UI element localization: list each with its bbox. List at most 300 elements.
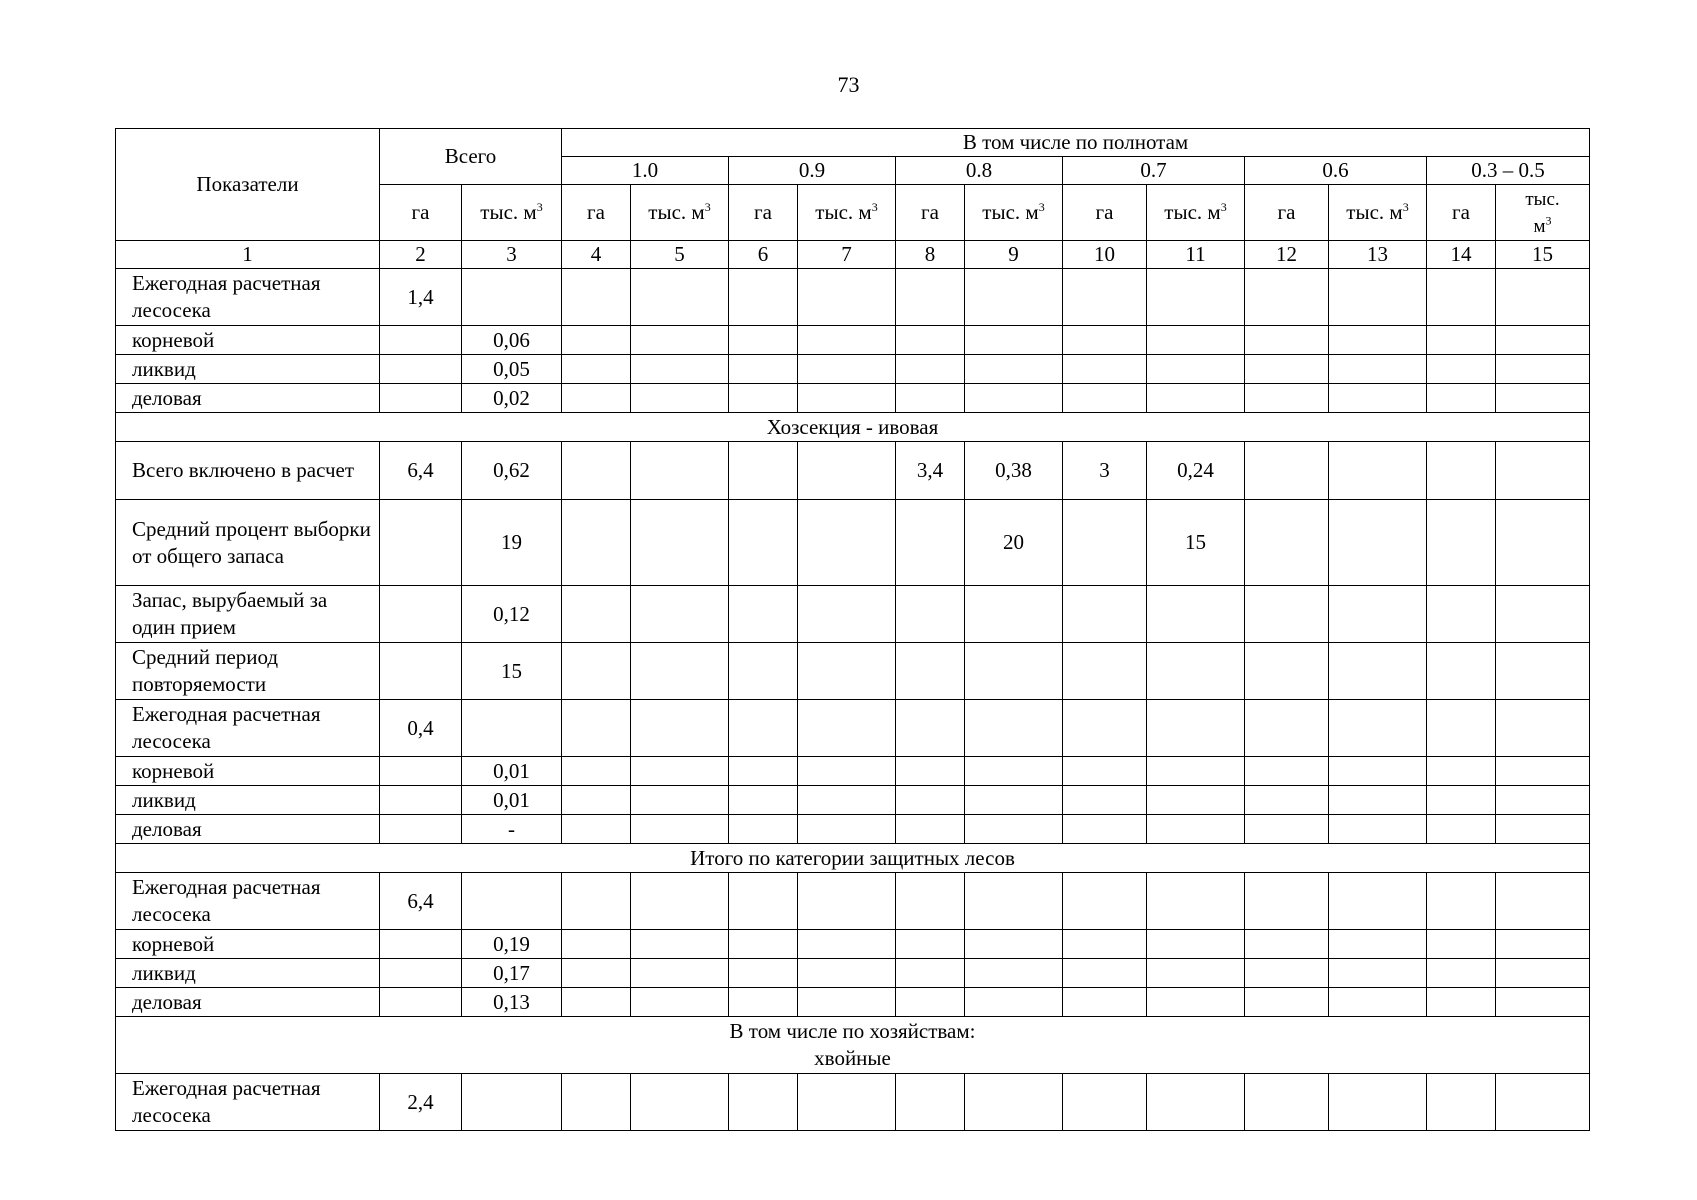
table-cell: [631, 757, 729, 786]
column-number: 9: [965, 241, 1063, 269]
table-cell: [1329, 700, 1427, 757]
table-cell: [1329, 384, 1427, 413]
table-cell: [1496, 930, 1590, 959]
table-cell: [1427, 959, 1496, 988]
table-cell: [631, 500, 729, 586]
table-cell: [1063, 815, 1147, 844]
table-cell: [896, 988, 965, 1017]
header-unit-ha: га: [1245, 185, 1329, 241]
table-cell: [1496, 586, 1590, 643]
table-cell: [1245, 700, 1329, 757]
unit-superscript: 3: [536, 200, 543, 214]
section-line: В том числе по хозяйствам:: [729, 1019, 976, 1043]
column-number: 6: [729, 241, 798, 269]
unit-superscript: 3: [871, 200, 878, 214]
table-cell: [1245, 1074, 1329, 1131]
table-cell: [1147, 384, 1245, 413]
table-cell: [798, 500, 896, 586]
table-cell: [1245, 757, 1329, 786]
table-cell: [729, 815, 798, 844]
table-cell: [798, 815, 896, 844]
table-cell: [729, 326, 798, 355]
table-row: [116, 269, 1590, 326]
header-unit-volume: [1329, 185, 1427, 241]
table-cell: [1147, 643, 1245, 700]
table-cell: [631, 700, 729, 757]
row-label: Ежегодная расчетная лесосека: [116, 269, 380, 326]
table-cell: [1063, 988, 1147, 1017]
table-cell: [1427, 786, 1496, 815]
column-number: 1: [116, 241, 380, 269]
header-unit-volume: [1147, 185, 1245, 241]
table-cell: [1063, 384, 1147, 413]
row-label: корневой: [116, 930, 380, 959]
row-label: ликвид: [116, 355, 380, 384]
section-line: Хозсекция - ивовая: [766, 414, 939, 439]
table-cell: [1496, 815, 1590, 844]
column-number: 11: [1147, 241, 1245, 269]
table-cell: [1147, 815, 1245, 844]
column-number: 8: [896, 241, 965, 269]
table-cell: [1147, 586, 1245, 643]
table-cell: [729, 757, 798, 786]
unit-label: тыс. м: [982, 200, 1039, 224]
table-cell: [1147, 269, 1245, 326]
table-cell: [1329, 586, 1427, 643]
unit-superscript: 3: [1038, 200, 1045, 214]
table-cell: [729, 442, 798, 500]
table-row: [116, 959, 1590, 988]
table-cell: [1245, 586, 1329, 643]
table-row: [116, 757, 1590, 786]
table-cell: [1245, 500, 1329, 586]
table-row: [116, 355, 1590, 384]
table-cell: [631, 873, 729, 930]
table-cell: [631, 643, 729, 700]
table-cell: [1147, 786, 1245, 815]
table-cell: [965, 384, 1063, 413]
table-cell: [1147, 326, 1245, 355]
table-cell: [798, 442, 896, 500]
table-cell: [896, 586, 965, 643]
table-cell: [462, 873, 562, 930]
table-cell: [562, 988, 631, 1017]
table-row: [116, 643, 1590, 700]
table-cell: [1063, 930, 1147, 959]
table-cell: [1427, 384, 1496, 413]
table-cell: [631, 442, 729, 500]
table-cell: [1147, 700, 1245, 757]
table-cell: [798, 384, 896, 413]
row-label: Ежегодная расчетная лесосека: [116, 873, 380, 930]
table-cell: [1147, 757, 1245, 786]
section-row: [116, 413, 1590, 442]
row-label: деловая: [116, 988, 380, 1017]
table-cell: [1245, 873, 1329, 930]
table-cell: 0,13: [462, 988, 562, 1017]
table-cell: [729, 586, 798, 643]
table-cell: [896, 873, 965, 930]
column-number: 13: [1329, 241, 1427, 269]
table-cell: [896, 269, 965, 326]
table-cell: [631, 815, 729, 844]
header-unit-volume: [462, 185, 562, 241]
table-cell: [562, 500, 631, 586]
row-label: ликвид: [116, 959, 380, 988]
table-cell: [1427, 355, 1496, 384]
header-unit-ha: га: [1063, 185, 1147, 241]
table-cell: [1427, 700, 1496, 757]
table-cell: [380, 643, 462, 700]
table-cell: [1245, 355, 1329, 384]
table-cell: [1496, 757, 1590, 786]
header-unit-volume: [1496, 185, 1590, 241]
table-cell: [380, 757, 462, 786]
table-cell: [1427, 442, 1496, 500]
table-cell: [1427, 586, 1496, 643]
table-cell: [1329, 500, 1427, 586]
table-cell: [562, 326, 631, 355]
table-cell: [798, 269, 896, 326]
table-cell: [729, 959, 798, 988]
row-label: ликвид: [116, 786, 380, 815]
table-cell: [729, 1074, 798, 1131]
table-cell: [1496, 786, 1590, 815]
unit-label: тыс. м: [815, 200, 872, 224]
unit-label: тыс. м: [1346, 200, 1403, 224]
table-row: [116, 326, 1590, 355]
table-cell: [1329, 815, 1427, 844]
table-cell: [562, 959, 631, 988]
table-cell: [562, 930, 631, 959]
table-cell: [1063, 643, 1147, 700]
header-unit-ha: га: [896, 185, 965, 241]
table-cell: [965, 643, 1063, 700]
table-cell: [798, 326, 896, 355]
table-cell: [1063, 269, 1147, 326]
header-density: 0.6: [1245, 157, 1427, 185]
table-cell: [729, 786, 798, 815]
table-cell: [1496, 700, 1590, 757]
table-cell: 2,4: [380, 1074, 462, 1131]
table-cell: [729, 355, 798, 384]
table-cell: [1147, 988, 1245, 1017]
table-cell: [896, 786, 965, 815]
table-cell: [896, 355, 965, 384]
table-cell: 0,02: [462, 384, 562, 413]
table-cell: [1063, 500, 1147, 586]
table-cell: [965, 988, 1063, 1017]
table-cell: [380, 384, 462, 413]
table-cell: [631, 326, 729, 355]
table-cell: 0,17: [462, 959, 562, 988]
table-cell: [965, 1074, 1063, 1131]
table-cell: [1063, 959, 1147, 988]
table-cell: [1427, 326, 1496, 355]
header-density: 0.8: [896, 157, 1063, 185]
table-cell: [1147, 959, 1245, 988]
table-cell: [1329, 355, 1427, 384]
section-line: Итого по категории защитных лесов: [690, 845, 1015, 870]
table-cell: [1496, 326, 1590, 355]
table-cell: [896, 500, 965, 586]
header-total: Всего: [380, 129, 562, 185]
table-row: [116, 384, 1590, 413]
table-cell: [562, 442, 631, 500]
table-cell: [380, 930, 462, 959]
table-cell: [1427, 269, 1496, 326]
table-cell: -: [462, 815, 562, 844]
table-cell: [631, 786, 729, 815]
section-title: [116, 413, 1590, 442]
row-label: корневой: [116, 757, 380, 786]
unit-label: тыс. м: [480, 200, 537, 224]
table-cell: [631, 355, 729, 384]
table-cell: [798, 355, 896, 384]
header-density: 1.0: [562, 157, 729, 185]
table-cell: [1329, 988, 1427, 1017]
table-cell: 0,01: [462, 757, 562, 786]
table-cell: [1147, 873, 1245, 930]
column-number: 15: [1496, 241, 1590, 269]
table-cell: [1427, 1074, 1496, 1131]
table-cell: [1427, 930, 1496, 959]
table-cell: [380, 326, 462, 355]
table-cell: [1496, 269, 1590, 326]
row-label: Ежегодная расчетная лесосека: [116, 1074, 380, 1131]
table-cell: [965, 959, 1063, 988]
row-label: деловая: [116, 815, 380, 844]
table-cell: [896, 643, 965, 700]
table-cell: [562, 643, 631, 700]
table-cell: [1427, 757, 1496, 786]
table-row: [116, 786, 1590, 815]
table-cell: [1245, 269, 1329, 326]
table-cell: [896, 700, 965, 757]
table-cell: [1063, 355, 1147, 384]
table-cell: 0,05: [462, 355, 562, 384]
column-number: 12: [1245, 241, 1329, 269]
column-number: 7: [798, 241, 896, 269]
table-row: [116, 1074, 1590, 1131]
table-cell: [1329, 959, 1427, 988]
table-cell: [965, 269, 1063, 326]
table-cell: [1245, 959, 1329, 988]
header-by-density: В том числе по полнотам: [562, 129, 1590, 157]
table-cell: [1063, 326, 1147, 355]
table-cell: [631, 930, 729, 959]
table-cell: [1329, 269, 1427, 326]
table-cell: 20: [965, 500, 1063, 586]
table-cell: 0,12: [462, 586, 562, 643]
row-label: Ежегодная расчетная лесосека: [116, 700, 380, 757]
table-cell: [1147, 930, 1245, 959]
section-line: хвойные: [814, 1046, 891, 1070]
section-row: [116, 844, 1590, 873]
header-unit-ha: га: [562, 185, 631, 241]
header-indicators: Показатели: [116, 129, 380, 241]
table-cell: [1329, 1074, 1427, 1131]
table-cell: [562, 786, 631, 815]
table-cell: [1496, 1074, 1590, 1131]
table-cell: [1063, 873, 1147, 930]
table-cell: [798, 786, 896, 815]
header-unit-volume: [631, 185, 729, 241]
table-cell: 3,4: [896, 442, 965, 500]
table-cell: [1427, 873, 1496, 930]
unit-label: тыс. м: [648, 200, 705, 224]
table-cell: [965, 873, 1063, 930]
column-number: 5: [631, 241, 729, 269]
header-unit-ha: га: [380, 185, 462, 241]
row-label: деловая: [116, 384, 380, 413]
table-cell: [1329, 643, 1427, 700]
table-cell: [896, 815, 965, 844]
table-cell: [1496, 442, 1590, 500]
table-cell: [1147, 355, 1245, 384]
table-cell: [798, 959, 896, 988]
table-cell: [1496, 988, 1590, 1017]
table-cell: [1329, 786, 1427, 815]
table-cell: [462, 269, 562, 326]
unit-label: тыс.: [1525, 188, 1560, 210]
table-cell: [1245, 643, 1329, 700]
table-cell: [562, 700, 631, 757]
table-cell: 0,01: [462, 786, 562, 815]
table-cell: [729, 643, 798, 700]
unit-label: тыс. м: [1164, 200, 1221, 224]
table-cell: [1329, 326, 1427, 355]
header-unit-ha: га: [1427, 185, 1496, 241]
table-cell: [562, 873, 631, 930]
table-cell: [798, 1074, 896, 1131]
table-cell: [798, 930, 896, 959]
unit-superscript: 3: [704, 200, 711, 214]
table-cell: [896, 959, 965, 988]
table-cell: [1245, 384, 1329, 413]
table-cell: [1063, 757, 1147, 786]
unit-superscript: 3: [1545, 213, 1552, 228]
table-cell: [729, 873, 798, 930]
table-cell: [965, 815, 1063, 844]
table-cell: [631, 988, 729, 1017]
table-cell: [965, 586, 1063, 643]
table-cell: [1329, 873, 1427, 930]
table-cell: [1245, 786, 1329, 815]
table-cell: [1496, 355, 1590, 384]
table-cell: 0,06: [462, 326, 562, 355]
table-cell: [798, 643, 896, 700]
table-cell: 0,38: [965, 442, 1063, 500]
table-cell: [1329, 757, 1427, 786]
table-cell: [562, 269, 631, 326]
table-cell: [798, 757, 896, 786]
table-row: [116, 700, 1590, 757]
table-cell: [380, 815, 462, 844]
table-cell: [462, 1074, 562, 1131]
table-cell: [729, 500, 798, 586]
table-cell: [896, 757, 965, 786]
table-cell: [562, 355, 631, 384]
table-cell: [562, 586, 631, 643]
table-cell: [729, 988, 798, 1017]
table-cell: [965, 326, 1063, 355]
table-cell: [729, 269, 798, 326]
unit-label: м: [1533, 215, 1546, 237]
table-cell: [729, 930, 798, 959]
table-cell: [631, 959, 729, 988]
table-cell: [1063, 700, 1147, 757]
table-cell: 1,4: [380, 269, 462, 326]
table-row: [116, 500, 1590, 586]
section-title: [116, 1017, 1590, 1074]
table-cell: [562, 384, 631, 413]
table-cell: [1245, 326, 1329, 355]
table-row: [116, 988, 1590, 1017]
table-cell: [562, 1074, 631, 1131]
table-cell: 0,19: [462, 930, 562, 959]
table-cell: [965, 786, 1063, 815]
table-row: [116, 873, 1590, 930]
page-number: 73: [837, 72, 860, 97]
table-cell: [1063, 1074, 1147, 1131]
table-cell: [1496, 643, 1590, 700]
table-cell: [380, 586, 462, 643]
table-cell: [631, 269, 729, 326]
table-cell: [1496, 873, 1590, 930]
header-density: 0.9: [729, 157, 896, 185]
table-cell: 3: [1063, 442, 1147, 500]
table-row: [116, 930, 1590, 959]
table-cell: [380, 959, 462, 988]
table-cell: [631, 1074, 729, 1131]
table-cell: [965, 930, 1063, 959]
table-cell: [798, 586, 896, 643]
table-cell: [1496, 384, 1590, 413]
table-cell: [1245, 815, 1329, 844]
section-row: [116, 1017, 1590, 1074]
header-unit-volume: [965, 185, 1063, 241]
table-cell: [965, 700, 1063, 757]
header-unit-volume: [798, 185, 896, 241]
table-cell: [631, 384, 729, 413]
column-number: 2: [380, 241, 462, 269]
table-cell: [1427, 500, 1496, 586]
table-cell: [1496, 500, 1590, 586]
table-cell: [380, 500, 462, 586]
column-number: 14: [1427, 241, 1496, 269]
table-cell: [965, 757, 1063, 786]
table-cell: 15: [1147, 500, 1245, 586]
table-cell: [1147, 1074, 1245, 1131]
header-unit-ha: га: [729, 185, 798, 241]
header-density: 0.7: [1063, 157, 1245, 185]
table-cell: [562, 815, 631, 844]
table-cell: [798, 988, 896, 1017]
column-number: 3: [462, 241, 562, 269]
row-label: Средний период повторяемости: [116, 643, 380, 700]
table-cell: [380, 355, 462, 384]
row-label: Всего включено в расчет: [116, 442, 380, 500]
table-cell: [896, 930, 965, 959]
table-cell: [1427, 988, 1496, 1017]
table-cell: [1427, 815, 1496, 844]
table-row: [116, 815, 1590, 844]
table-cell: 6,4: [380, 442, 462, 500]
table-row: [116, 442, 1590, 500]
table-cell: [1427, 643, 1496, 700]
table-cell: [896, 384, 965, 413]
